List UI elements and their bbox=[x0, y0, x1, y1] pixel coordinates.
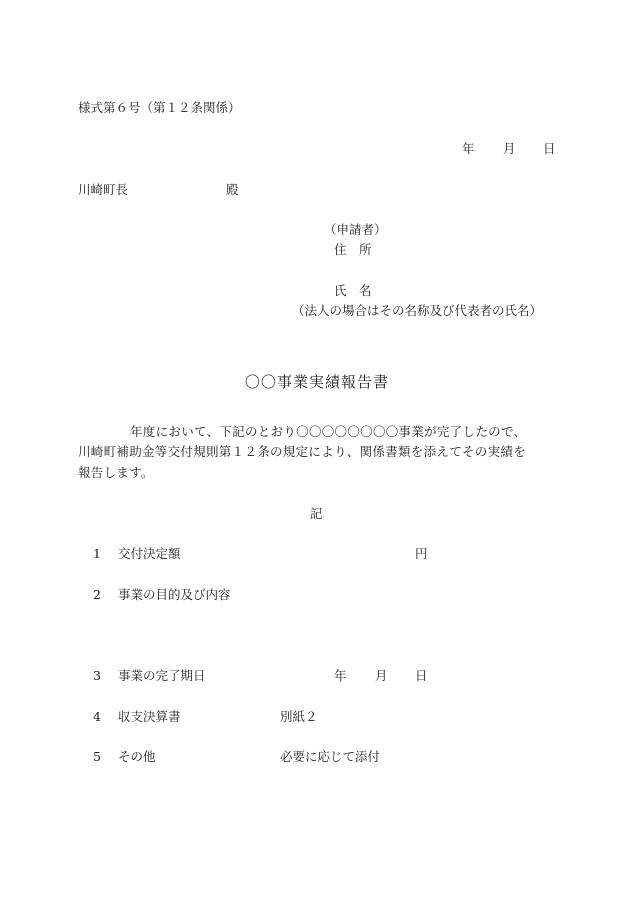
date-day: 日 bbox=[543, 141, 556, 156]
body-line-1: 年度において、下記のとおり〇〇〇〇〇〇〇〇事業が完了したので、 bbox=[130, 424, 527, 439]
applicant-name-label: 氏 名 bbox=[334, 283, 372, 298]
addressee-honorific: 殿 bbox=[226, 182, 239, 197]
item-4-label: 収支決算書 bbox=[118, 709, 181, 724]
item-3-year: 年 bbox=[334, 668, 347, 683]
item-3-label: 事業の完了期日 bbox=[118, 668, 206, 683]
item-1-number: 1 bbox=[93, 546, 101, 561]
item-4-value: 別紙２ bbox=[280, 709, 318, 724]
item-5-number: 5 bbox=[93, 749, 101, 764]
item-1-value: 円 bbox=[415, 546, 428, 561]
item-3-month: 月 bbox=[375, 668, 388, 683]
document-title: 〇〇事業実績報告書 bbox=[245, 373, 390, 391]
applicant-heading: （申請者） bbox=[324, 222, 387, 237]
body-line-2: 川崎町補助金等交付規則第１２条の規定により、関係書類を添えてその実績を bbox=[78, 444, 527, 459]
item-1-label: 交付決定額 bbox=[118, 546, 181, 561]
item-3-number: 3 bbox=[93, 668, 101, 683]
item-4-number: 4 bbox=[93, 709, 101, 724]
addressee-name: 川崎町長 bbox=[78, 182, 129, 197]
item-5-value: 必要に応じて添付 bbox=[280, 749, 381, 764]
ki-heading: 記 bbox=[310, 506, 323, 521]
item-3-day: 日 bbox=[415, 668, 428, 683]
body-line-3: 報告します。 bbox=[78, 465, 154, 480]
date-year: 年 bbox=[462, 141, 475, 156]
item-2-number: 2 bbox=[93, 587, 101, 602]
applicant-note: （法人の場合はその名称及び代表者の氏名） bbox=[292, 303, 543, 318]
date-month: 月 bbox=[503, 141, 516, 156]
form-label: 様式第６号（第１２条関係） bbox=[78, 100, 241, 115]
item-5-label: その他 bbox=[118, 749, 156, 764]
applicant-address-label: 住 所 bbox=[334, 242, 372, 257]
item-2-label: 事業の目的及び内容 bbox=[118, 587, 231, 602]
